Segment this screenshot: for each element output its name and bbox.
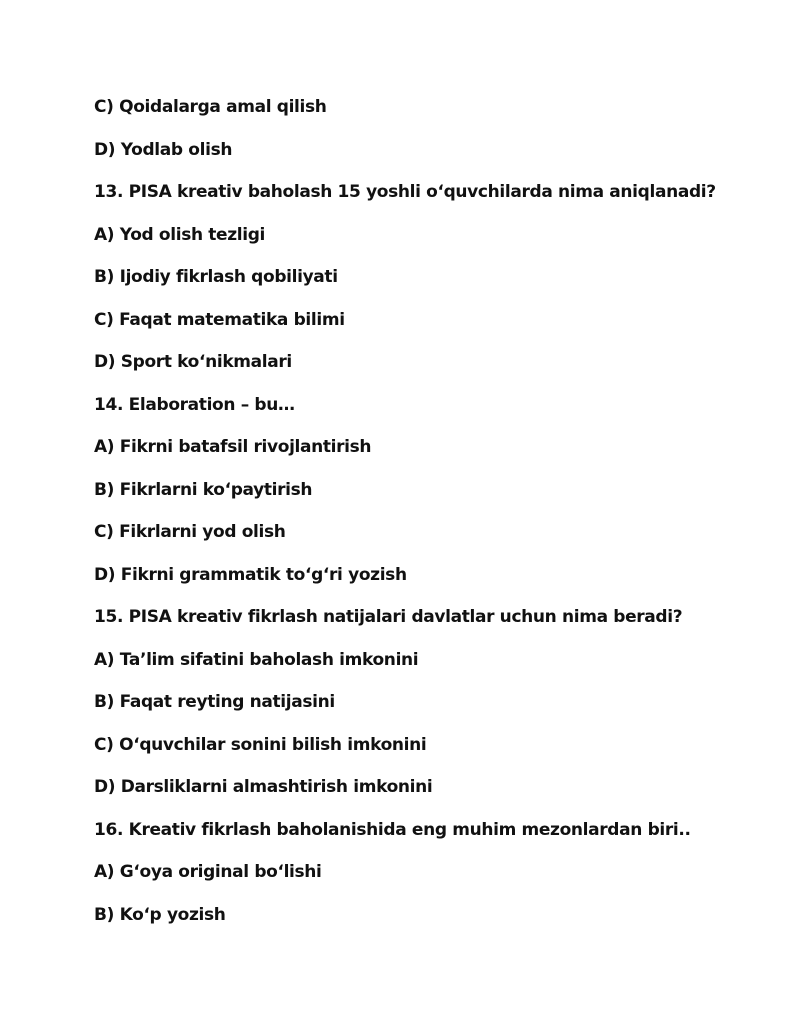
question-13: 13. PISA kreativ baholash 15 yoshli o‘quvchilarda nima aniqlanadi? bbox=[94, 182, 716, 202]
question-list bbox=[94, 94, 774, 944]
answer-option-c: C) Qoidalarga amal qilish bbox=[94, 97, 327, 117]
answer-option-a: A) Fikrni batafsil rivojlantirish bbox=[94, 437, 372, 457]
answer-option-a: A) Ta’lim sifatini baholash imkonini bbox=[94, 649, 419, 670]
answer-option-c: C) O‘quvchilar sonini bilish imkonini bbox=[94, 734, 427, 755]
answer-option-d: D) Yodlab olish bbox=[94, 139, 233, 160]
answer-option-d: D) Darsliklarni almashtirish imkonini bbox=[94, 777, 433, 797]
answer-option-b: B) Fikrlarni ko‘paytirish bbox=[94, 479, 313, 500]
answer-option-b: B) Faqat reyting natijasini bbox=[94, 692, 335, 712]
question-15: 15. PISA kreativ fikrlash natijalari davlatlar uchun nima beradi? bbox=[94, 607, 683, 627]
answer-option-d: D) Fikrni grammatik to‘g‘ri yozish bbox=[94, 564, 407, 585]
answer-option-c: C) Fikrlarni yod olish bbox=[94, 522, 286, 542]
answer-option-c: C) Faqat matematika bilimi bbox=[94, 309, 345, 330]
answer-option-a: A) G‘oya original bo‘lishi bbox=[94, 862, 322, 882]
question-14: 14. Elaboration – bu… bbox=[94, 394, 295, 415]
answer-option-a: A) Yod olish tezligi bbox=[94, 224, 266, 245]
question-16: 16. Kreativ fikrlash baholanishida eng muhim mezonlardan biri.. bbox=[94, 819, 691, 840]
answer-option-b: B) Ijodiy fikrlash qobiliyati bbox=[94, 267, 338, 287]
answer-option-d: D) Sport ko‘nikmalari bbox=[94, 352, 292, 372]
answer-option-b: B) Ko‘p yozish bbox=[94, 904, 226, 925]
